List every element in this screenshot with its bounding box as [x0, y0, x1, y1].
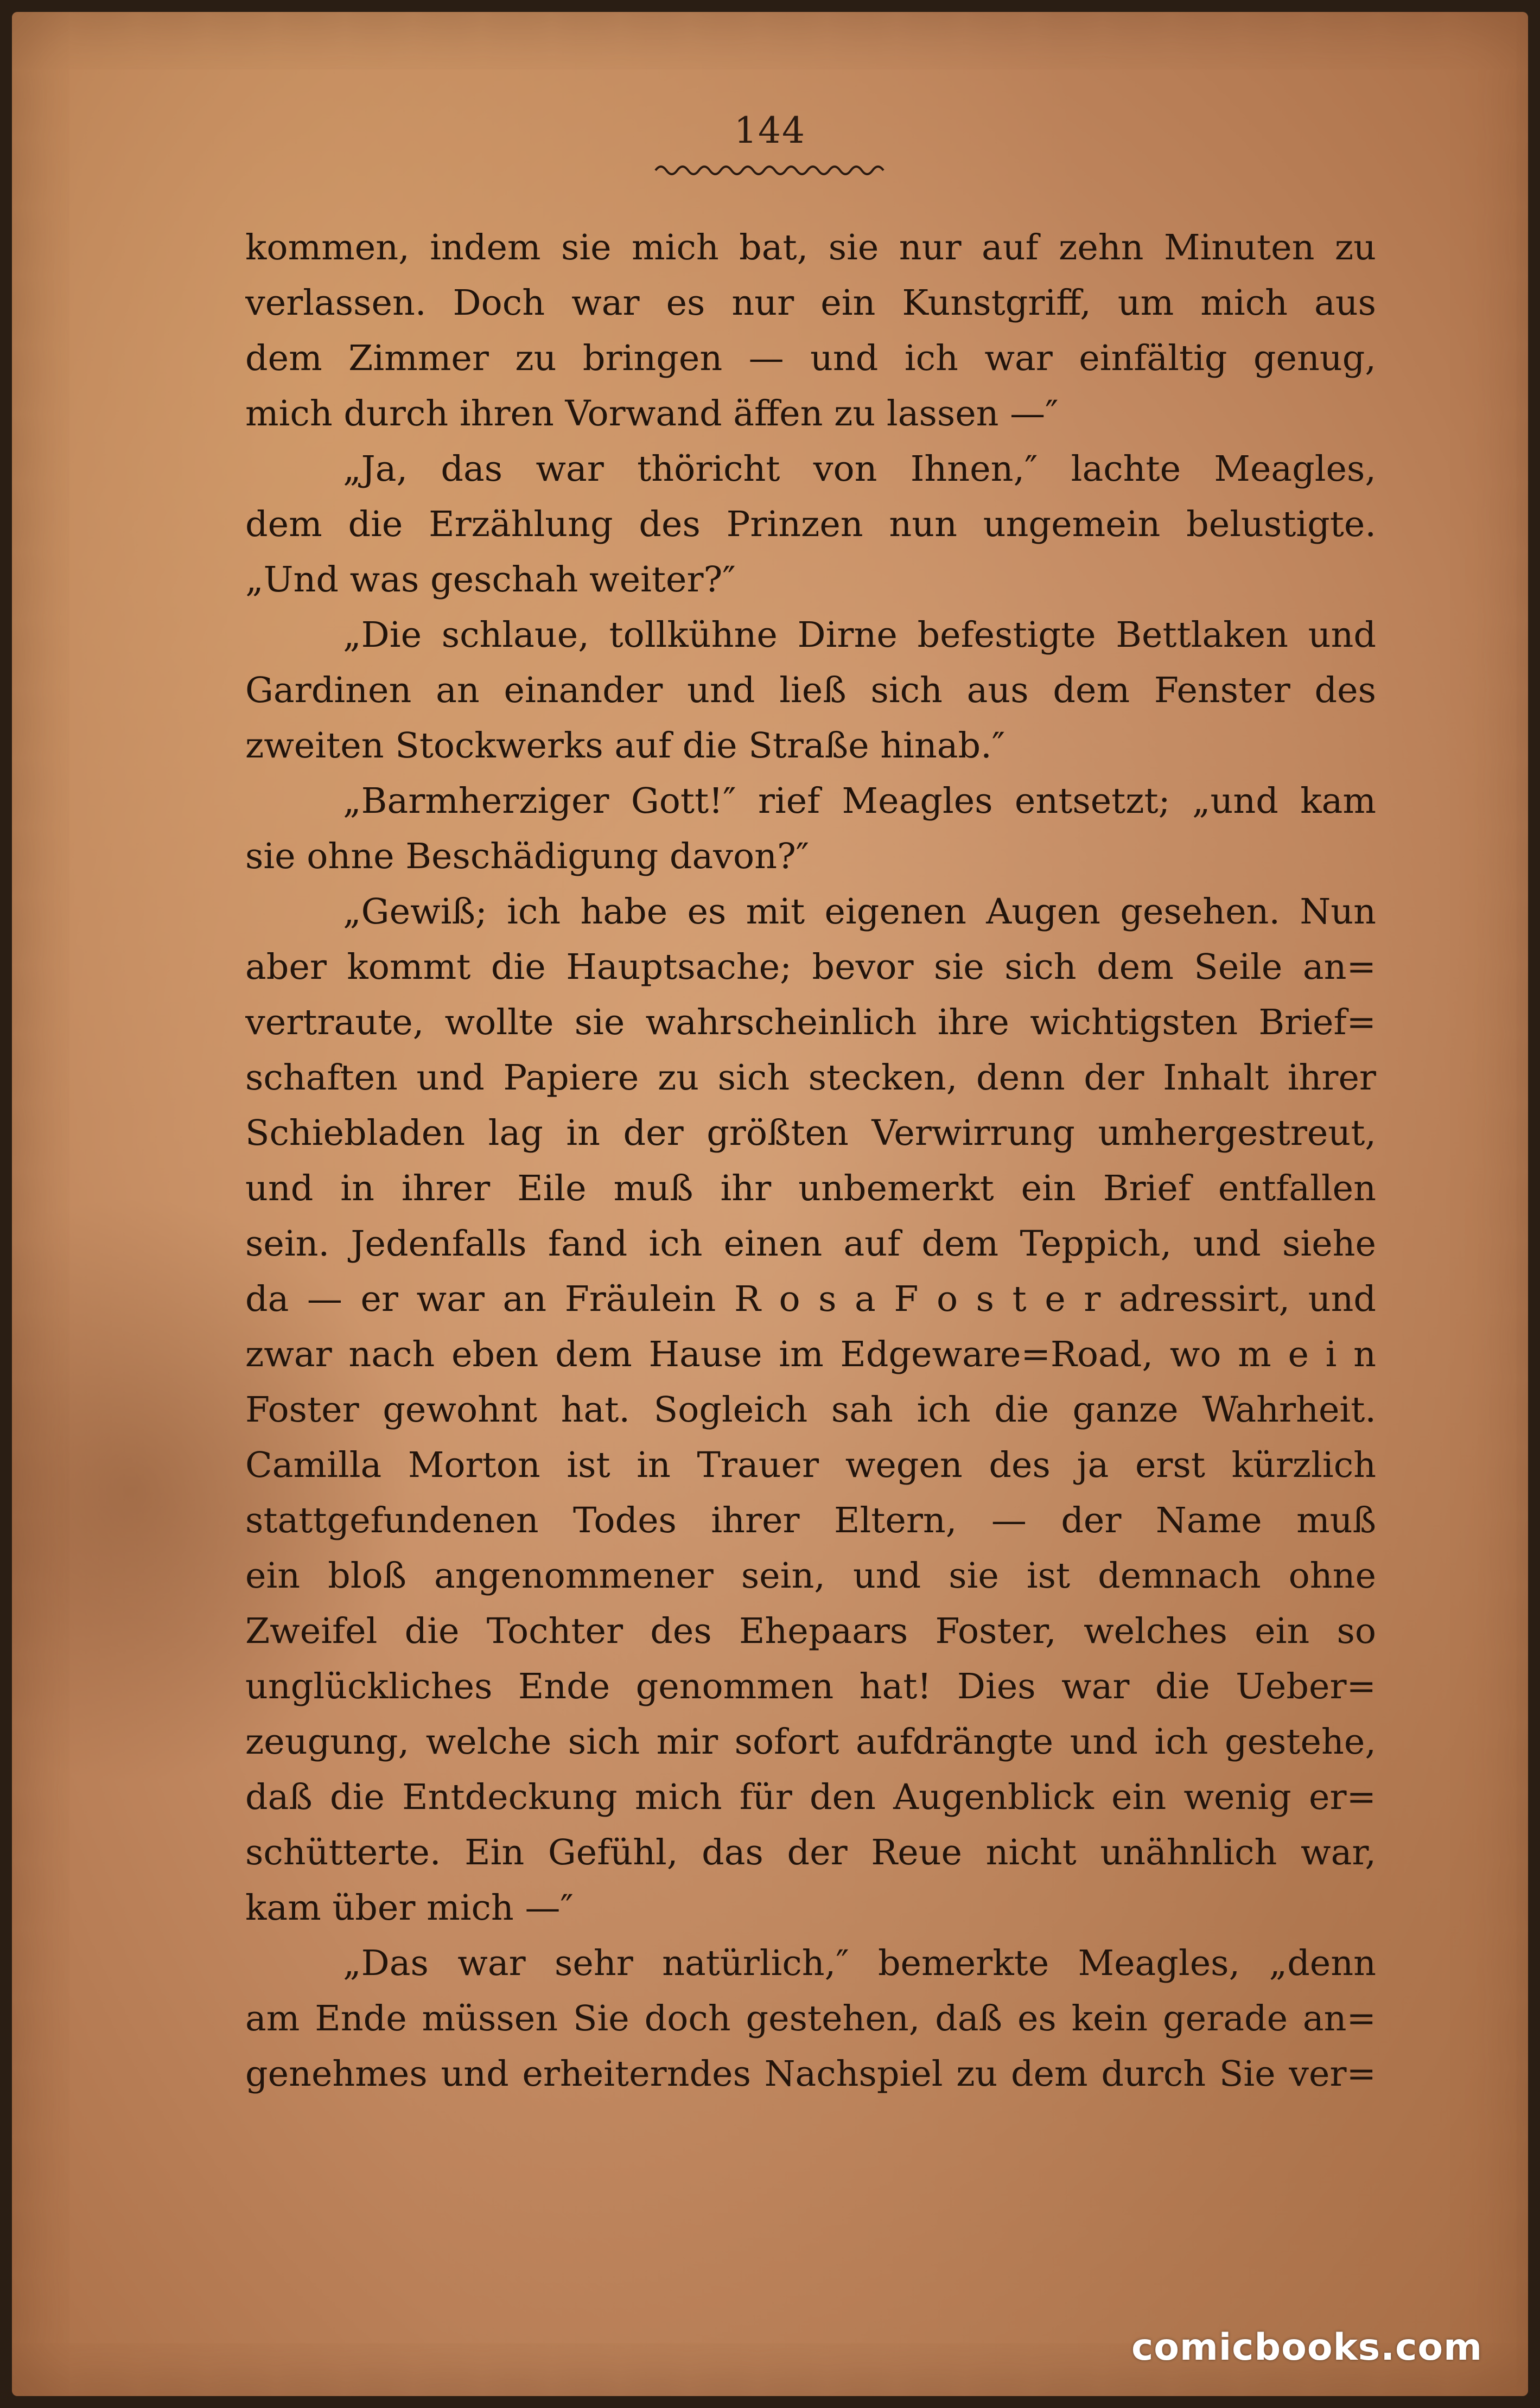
text-line: unglückliches Ende genommen hat! Dies war die Ueber=: [245, 1666, 1376, 1707]
text-line: kam über mich —″: [245, 1888, 574, 1928]
text-line: Gardinen an einander und ließ sich aus dem Fenster des: [245, 670, 1376, 711]
text-line: am Ende müssen Sie doch gestehen, daß es kein gerade an=: [245, 1998, 1376, 2039]
text-line: vertraute, wollte sie wahrscheinlich ihre wichtigsten Brief=: [245, 1002, 1376, 1043]
text-line: „Gewiß; ich habe es mit eigenen Augen gesehen. Nun: [343, 891, 1376, 932]
text-line: genehmes und erheiterndes Nachspiel zu dem durch Sie ver=: [245, 2054, 1376, 2094]
text-line: schaften und Papiere zu sich stecken, denn der Inhalt ihrer: [245, 1058, 1376, 1098]
text-line: „Das war sehr natürlich,″ bemerkte Meagles, „denn: [343, 1943, 1376, 1984]
text-line: schütterte. Ein Gefühl, das der Reue nicht unähnlich war,: [245, 1832, 1376, 1873]
text-line: dem Zimmer zu bringen — und ich war einfältig genug,: [245, 338, 1376, 379]
page-number: 144: [734, 110, 806, 151]
text-line: Camilla Morton ist in Trauer wegen des ja erst kürzlich: [245, 1445, 1376, 1486]
text-line: und in ihrer Eile muß ihr unbemerkt ein Brief entfallen: [245, 1168, 1376, 1209]
text-line: verlassen. Doch war es nur ein Kunstgriff, um mich aus: [245, 283, 1376, 323]
text-line: da — er war an Fräulein R o s a F o s t e r adressirt, und: [245, 1279, 1376, 1320]
text-line: dem die Erzählung des Prinzen nun ungemein belustigte.: [245, 504, 1376, 545]
ornament-divider: [653, 160, 887, 178]
text-line: zwar nach eben dem Hause im Edgeware=Road, wo m e i n: [245, 1334, 1376, 1375]
text-line: „Barmherziger Gott!″ rief Meagles entsetzt; „und kam: [343, 781, 1376, 821]
text-line: stattgefundenen Todes ihrer Eltern, — der Name muß: [245, 1500, 1376, 1541]
text-line: „Die schlaue, tollkühne Dirne befestigte Bettlaken und: [343, 615, 1376, 655]
text-line: Zweifel die Tochter des Ehepaars Foster, welches ein so: [245, 1611, 1376, 1652]
text-line: kommen, indem sie mich bat, sie nur auf zehn Minuten zu: [245, 227, 1376, 268]
book-page: [12, 12, 1528, 2396]
watermark: comicbooks.com: [1131, 2326, 1482, 2369]
text-line: mich durch ihren Vorwand äffen zu lassen —″: [245, 393, 1059, 434]
text-line: „Und was geschah weiter?″: [245, 559, 736, 600]
text-line: Schiebladen lag in der größten Verwirrung umhergestreut,: [245, 1113, 1376, 1154]
text-line: Foster gewohnt hat. Sogleich sah ich die ganze Wahrheit.: [245, 1390, 1376, 1430]
text-line: zeugung, welche sich mir sofort aufdrängte und ich gestehe,: [245, 1722, 1376, 1762]
text-line: ein bloß angenommener sein, und sie ist demnach ohne: [245, 1556, 1376, 1596]
text-line: zweiten Stockwerks auf die Straße hinab.″: [245, 725, 1006, 766]
text-line: sein. Jedenfalls fand ich einen auf dem Teppich, und siehe: [245, 1224, 1376, 1264]
body-text: [245, 220, 1376, 2102]
text-line: „Ja, das war thöricht von Ihnen,″ lachte Meagles,: [343, 449, 1376, 489]
text-line: daß die Entdeckung mich für den Augenblick ein wenig er=: [245, 1777, 1376, 1818]
text-line: aber kommt die Hauptsache; bevor sie sich dem Seile an=: [245, 947, 1376, 988]
text-line: sie ohne Beschädigung davon?″: [245, 836, 810, 877]
